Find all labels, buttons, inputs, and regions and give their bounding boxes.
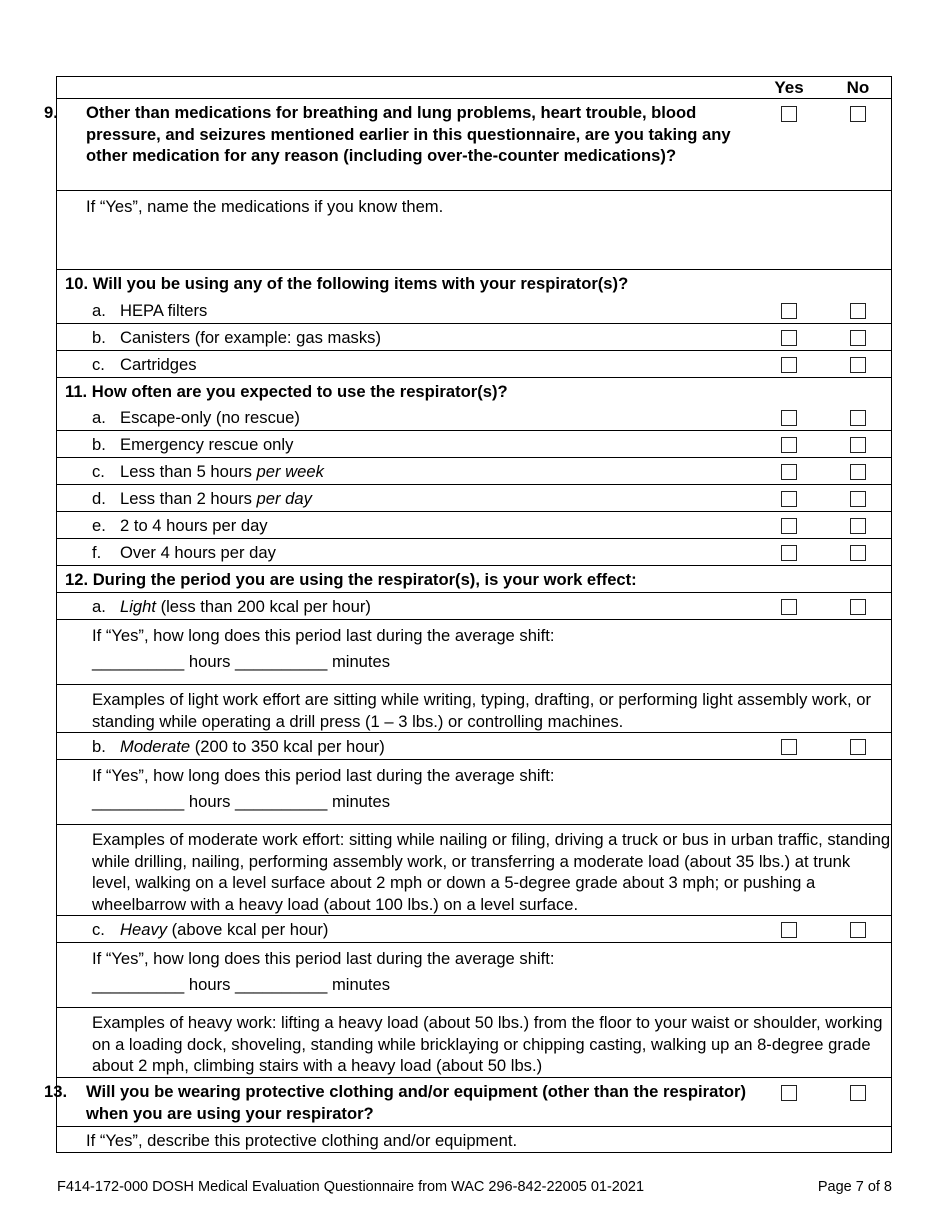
question-10-row	[57, 270, 891, 297]
yes-column-header: Yes	[774, 78, 804, 97]
q12-light-duration	[92, 625, 554, 673]
q11c-no-checkbox[interactable]	[850, 464, 866, 480]
q12-light-examples-row	[57, 685, 891, 733]
q12-heavy-duration	[92, 948, 554, 996]
q10-option-c-row	[57, 351, 891, 378]
q11-option-e-letter: e.	[92, 516, 106, 535]
q11-option-d-row	[57, 485, 891, 512]
q12-moderate-label: (200 to 350 kcal per hour)	[190, 737, 385, 756]
q11-option-c-emph: per week	[256, 462, 324, 481]
q11-option-a-label: Escape-only (no rescue)	[120, 408, 300, 427]
q12-moderate-duration-row	[57, 760, 891, 825]
question-13-followup-row	[57, 1127, 891, 1153]
q12-moderate-row	[57, 733, 891, 760]
q12-light-label: (less than 200 kcal per hour)	[155, 597, 371, 616]
q12-heavy-minutes-label: minutes	[327, 975, 391, 994]
questionnaire-table	[44, 76, 892, 1153]
question-12-number: 12.	[65, 570, 89, 589]
q10a-no-checkbox[interactable]	[850, 303, 866, 319]
q12a-no-checkbox[interactable]	[850, 599, 866, 615]
q12-heavy-row	[57, 916, 891, 943]
q9-no-checkbox[interactable]	[850, 106, 866, 122]
q12-heavy-examples: Examples of heavy work: lifting a heavy load (about 50 lbs.) from the floor to your waist or shoulder, working on a loading dock, shoveling, standing while bricklaying or chipping casting, walking up an 8-degree grade about 2 mph, climbing stairs with a heavy load (about 50 lbs.)	[92, 1013, 883, 1075]
q12-light-row	[57, 593, 891, 620]
q12-light-duration-row	[57, 620, 891, 685]
q12a-yes-checkbox[interactable]	[781, 599, 797, 615]
q10c-yes-checkbox[interactable]	[781, 357, 797, 373]
q13-yes-checkbox[interactable]	[781, 1085, 797, 1101]
q12-moderate-followup: If “Yes”, how long does this period last during the average shift:	[92, 766, 555, 785]
q12-heavy-followup: If “Yes”, how long does this period last during the average shift:	[92, 949, 555, 968]
q10-option-a-label: HEPA filters	[120, 301, 208, 320]
question-9-number: 9.	[44, 103, 58, 122]
q11-option-c-row	[57, 458, 891, 485]
q11-option-b-label: Emergency rescue only	[120, 435, 294, 454]
q12-light-hours-label: hours	[184, 652, 236, 671]
q11e-no-checkbox[interactable]	[850, 518, 866, 534]
q9-yes-checkbox[interactable]	[781, 106, 797, 122]
question-13-number: 13.	[44, 1082, 68, 1101]
question-12-row	[57, 566, 891, 593]
q11-option-e-label: 2 to 4 hours per day	[120, 516, 268, 535]
q12-moderate-hours-label: hours	[184, 792, 236, 811]
q12-light-letter: a.	[92, 597, 106, 616]
q13-no-checkbox[interactable]	[850, 1085, 866, 1101]
question-13	[44, 1081, 755, 1124]
q12-heavy-hours-blank[interactable]: __________	[92, 975, 185, 994]
q12-heavy-minutes-blank[interactable]: __________	[235, 975, 328, 994]
q11-option-a-row	[57, 404, 891, 431]
q11-option-b-row	[57, 431, 891, 458]
q10-option-b-label: Canisters (for example: gas masks)	[120, 328, 381, 347]
question-12	[65, 569, 637, 591]
question-9	[44, 102, 755, 167]
q12-light-minutes-blank[interactable]: __________	[235, 652, 328, 671]
q11-option-e-row	[57, 512, 891, 539]
q12-light-hours-blank[interactable]: __________	[92, 652, 185, 671]
question-10	[65, 273, 628, 295]
q10b-yes-checkbox[interactable]	[781, 330, 797, 346]
q10-option-a-letter: a.	[92, 301, 106, 320]
q12-moderate-hours-blank[interactable]: __________	[92, 792, 185, 811]
q12-heavy-examples-row	[57, 1008, 891, 1078]
q11-option-f-label: Over 4 hours per day	[120, 543, 276, 562]
footer-form-id: F414-172-000 DOSH Medical Evaluation Questionnaire from WAC 296-842-22005 01-2021	[57, 1179, 645, 1195]
q11a-yes-checkbox[interactable]	[781, 410, 797, 426]
question-11	[65, 381, 508, 403]
q12-light-followup: If “Yes”, how long does this period last during the average shift:	[92, 626, 555, 645]
question-13-row	[44, 1078, 891, 1127]
question-11-number: 11.	[65, 382, 88, 401]
q11b-yes-checkbox[interactable]	[781, 437, 797, 453]
q12-heavy-duration-row	[57, 943, 891, 1008]
q10-option-b-row	[57, 324, 891, 351]
q11-option-d-letter: d.	[92, 489, 106, 508]
q12-heavy-hours-label: hours	[184, 975, 236, 994]
q11-option-b-letter: b.	[92, 435, 106, 454]
q12-heavy-emph: Heavy	[120, 920, 168, 939]
q12-heavy-letter: c.	[92, 920, 105, 939]
question-9-followup-row	[57, 191, 891, 270]
q12-moderate-minutes-blank[interactable]: __________	[235, 792, 328, 811]
q12-moderate-emph: Moderate	[120, 737, 191, 756]
question-11-row	[57, 378, 891, 404]
question-13-followup: If “Yes”, describe this protective clothing and/or equipment.	[86, 1131, 518, 1150]
q11c-yes-checkbox[interactable]	[781, 464, 797, 480]
question-11-text: How often are you expected to use the respirator(s)?	[91, 382, 508, 401]
q12-moderate-minutes-label: minutes	[327, 792, 391, 811]
footer-page-number: Page 7 of 8	[817, 1179, 892, 1195]
question-9-followup: If “Yes”, name the medications if you know them.	[86, 197, 444, 216]
q10-option-b-letter: b.	[92, 328, 106, 347]
question-13-text: Will you be wearing protective clothing and/or equipment (other than the respirator) when you are using your respirator?	[86, 1082, 746, 1123]
question-10-number: 10.	[65, 274, 89, 293]
q11f-yes-checkbox[interactable]	[781, 545, 797, 561]
q10-option-c-letter: c.	[92, 355, 105, 374]
question-10-text: Will you be using any of the following items with your respirator(s)?	[92, 274, 629, 293]
q12-moderate-examples-row	[57, 825, 891, 916]
q12-light-examples: Examples of light work effort are sitting while writing, typing, drafting, or performing light assembly work, or standing while operating a drill press (1 – 3 lbs.) or controlling machines.	[92, 690, 871, 731]
q12b-yes-checkbox[interactable]	[781, 739, 797, 755]
q11-option-c-label: Less than 5 hours	[120, 462, 257, 481]
q10b-no-checkbox[interactable]	[850, 330, 866, 346]
question-12-text: During the period you are using the respirator(s), is your work effect:	[92, 570, 637, 589]
q11a-no-checkbox[interactable]	[850, 410, 866, 426]
q11-option-d-emph: per day	[256, 489, 312, 508]
q11e-yes-checkbox[interactable]	[781, 518, 797, 534]
q10-option-a-row	[57, 297, 891, 324]
q11d-no-checkbox[interactable]	[850, 491, 866, 507]
q10c-no-checkbox[interactable]	[850, 357, 866, 373]
q11-option-a-letter: a.	[92, 408, 106, 427]
q11-option-f-letter: f.	[92, 543, 102, 562]
q12c-yes-checkbox[interactable]	[781, 922, 797, 938]
q12b-no-checkbox[interactable]	[850, 739, 866, 755]
q12-light-emph: Light	[120, 597, 156, 616]
q12-moderate-letter: b.	[92, 737, 106, 756]
q11-option-c-letter: c.	[92, 462, 105, 481]
question-9-row	[44, 99, 891, 191]
header-row	[57, 77, 891, 99]
q12-heavy-label: (above kcal per hour)	[167, 920, 329, 939]
q11f-no-checkbox[interactable]	[850, 545, 866, 561]
q11d-yes-checkbox[interactable]	[781, 491, 797, 507]
q12-moderate-examples: Examples of moderate work effort: sitting while nailing or filing, driving a truck or bus in urban traffic, standing while drilling, nailing, performing assembly work, or transferring a moderate load (about 35 lbs.) at trunk level, walking on a level surface about 2 mph or down a 5-degree grade about 3 mph; or pushing a wheelbarrow with a heavy load (about 100 lbs.) on a level surface.	[92, 830, 891, 914]
q12-moderate-duration	[92, 765, 554, 813]
q10-option-c-label: Cartridges	[120, 355, 197, 374]
q12c-no-checkbox[interactable]	[850, 922, 866, 938]
q12-light-minutes-label: minutes	[327, 652, 391, 671]
q11b-no-checkbox[interactable]	[850, 437, 866, 453]
q11-option-f-row	[57, 539, 891, 566]
question-9-text: Other than medications for breathing and lung problems, heart trouble, blood pressure, and seizures mentioned earlier in this questionnaire, are you taking any other medication for any reason (including over-the-counter medications)?	[86, 103, 731, 165]
no-column-header: No	[846, 78, 870, 97]
q10a-yes-checkbox[interactable]	[781, 303, 797, 319]
q11-option-d-label: Less than 2 hours	[120, 489, 257, 508]
